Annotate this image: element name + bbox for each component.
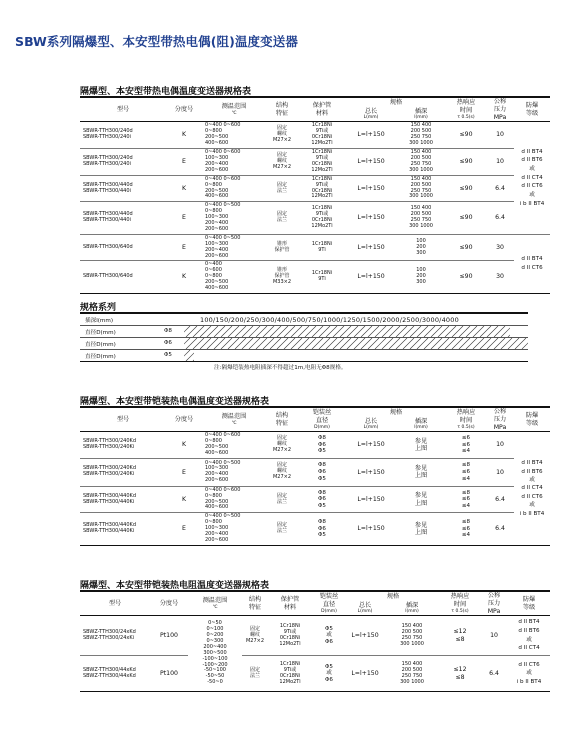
model-cell: SBWR-TTH300/440d SBWR-TTH300/440i [80, 175, 166, 202]
total-cell: L=l+150 [346, 458, 396, 486]
pressure-cell: 6.4 [486, 513, 514, 545]
col-graduation: 分度号 [166, 97, 202, 122]
insert-cell: 参见 上图 [396, 432, 446, 459]
col-struct: 结构 特征 [266, 97, 298, 122]
col-response: 热响应 时间 τ 0.5(s) [446, 407, 486, 432]
model-cell: SBWR-TTH300/440Kd SBWR-TTH300/440Ki [80, 513, 166, 545]
tube-cell: 1Cr18Ni 9Ti或 0Cr18Ni 12Mo2Ti [298, 148, 346, 175]
table-row [80, 261, 550, 293]
col-total: 总长 L(mm) [346, 417, 396, 431]
model-cell: SBWZ-TTH300/24xKd SBWZ-TTH300/24xKi [80, 616, 150, 656]
struct-cell: 固定 螺纹 M27×2 [242, 616, 268, 656]
response-cell: ≤8 ≤6 ≤4 [446, 486, 486, 513]
table-row [80, 122, 550, 149]
section2-table [80, 406, 550, 546]
insert-cell: 150 400 200 500 250 750 300 1000 [396, 148, 446, 175]
graduation-cell: K [166, 261, 202, 293]
response-cell: ≤8 ≤6 ≤4 [446, 513, 486, 545]
model-cell: SBWR-TTH300/440d SBWR-TTH300/440i [80, 202, 166, 234]
pressure-cell: 10 [486, 458, 514, 486]
explosion-grade-cell: d II BT4 d II CT6 [514, 234, 550, 293]
insert-cell: 参见 上图 [396, 513, 446, 545]
pressure-cell: 6.4 [486, 202, 514, 234]
section2-title: 隔爆型、本安型带铠装热电偶温度变送器规格表 [80, 397, 270, 407]
response-cell: ≤90 [446, 148, 486, 175]
insert-cell: 参见 上图 [396, 486, 446, 513]
table-row [80, 234, 550, 261]
total-cell: L=l+150 [346, 513, 396, 545]
insert-cell: 150 400 200 500 250 750 300 1000 [396, 122, 446, 149]
hatch-pattern [184, 338, 528, 349]
series-row [80, 326, 528, 338]
model-cell: SBWR-TTH300/240Kd SBWR-TTH300/240Ki [80, 432, 166, 459]
total-cell: L=l+150 [346, 234, 396, 261]
struct-cell: 锥形 保护管 M33×2 [266, 261, 298, 293]
col-model: 型号 [80, 407, 166, 432]
hatch-pattern [184, 326, 510, 337]
col-spec: 规格 [346, 407, 446, 417]
tube-cell: 1Cr18Ni 9Ti或 0Cr18Ni 12Mo2Ti [298, 202, 346, 234]
model-cell: SBWR-TTH300/640d [80, 261, 166, 293]
tube-cell: 1Cr18Ni 9Ti或 0Cr18Ni 12Mo2Ti [298, 122, 346, 149]
graduation-cell: E [166, 458, 202, 486]
series-row [80, 338, 528, 350]
series-row-label: 直径D(mm) [85, 330, 116, 336]
pressure-cell: 10 [480, 616, 508, 656]
struct-cell: 固定 法兰 [266, 175, 298, 202]
pressure-cell: 10 [486, 148, 514, 175]
pressure-cell: 10 [486, 122, 514, 149]
series-row-label: 直径D(mm) [85, 354, 116, 360]
explosion-grade-cell: d II BT4 d II BT6 或 d II CT4 d II CT6 或 i b II BT4 [514, 432, 550, 546]
col-tube: 保护管 材料 [298, 97, 346, 122]
struct-cell: 固定 法兰 [242, 656, 268, 692]
series-row-value: Φ5 [164, 352, 172, 358]
model-cell: SBWZ-TTH300/44xKd SBWZ-TTH300/44xKd [80, 656, 150, 692]
col-range: 测温范围 ℃ [202, 407, 266, 432]
total-cell: L=l+150 [346, 122, 396, 149]
pressure-cell: 6.4 [486, 175, 514, 202]
range-cell: 0~400 0~600 0~800 200~500 400~600 [202, 261, 266, 293]
response-cell: ≤12 ≤8 [440, 656, 480, 692]
pressure-cell: 10 [486, 432, 514, 459]
armor-cell: Φ8 Φ6 Φ5 [298, 486, 346, 513]
range-cell: 0~400 0~600 0~800 200~500 400~600 [202, 486, 266, 513]
col-pressure: 公称 压力 MPa [486, 97, 514, 122]
table-row [80, 513, 550, 545]
table-row [80, 458, 550, 486]
graduation-cell: K [166, 432, 202, 459]
model-cell: SBWR-TTH300/240d SBWR-TTH300/240i [80, 148, 166, 175]
total-cell: L=l+150 [346, 148, 396, 175]
col-response: 热响应 时间 τ 0.5(s) [440, 591, 480, 616]
struct-cell: 固定 螺纹 M27×2 [266, 148, 298, 175]
section1-title: 隔爆型、本安型带热电偶温度变送器规格表 [80, 87, 252, 97]
col-tube: 保护管 材料 [268, 591, 312, 616]
insert-cell: 100 200 300 [396, 261, 446, 293]
model-cell: SBWR-TTH300/240Kd SBWR-TTH300/240Ki [80, 458, 166, 486]
pressure-cell: 6.4 [486, 486, 514, 513]
section3-title: 隔爆型、本安型带铠装热电阻温度变送器规格表 [80, 581, 270, 591]
table-row [80, 616, 550, 656]
struct-cell: 固定 螺纹 M27×2 [266, 122, 298, 149]
insert-cell: 150 400 200 500 250 750 300 1000 [396, 175, 446, 202]
col-range: 测温范围 ℃ [202, 97, 266, 122]
pressure-cell: 30 [486, 261, 514, 293]
insert-cell: 参见 上图 [396, 458, 446, 486]
table-row [80, 148, 550, 175]
tube-cell: 1Cr18Ni 9Ti或 0Cr18Ni 12Mo2Ti [268, 616, 312, 656]
graduation-cell: K [166, 122, 202, 149]
range-cell: 0~400 0~600 0~800 200~500 400~600 [202, 175, 266, 202]
graduation-cell: Pt100 [150, 616, 188, 656]
col-armor: 铠装丝 直径 D(mm) [312, 591, 346, 616]
graduation-cell: K [166, 175, 202, 202]
table-row [80, 486, 550, 513]
response-cell: ≤90 [446, 234, 486, 261]
response-cell: ≤90 [446, 122, 486, 149]
model-cell: SBWR-TTH300/240d SBWR-TTH300/240i [80, 122, 166, 149]
series-row-value: Φ8 [164, 328, 172, 334]
col-explosion: 防爆 等级 [514, 407, 550, 432]
section1-body [80, 122, 550, 294]
armor-cell: Φ5 或 Φ6 [312, 656, 346, 692]
pressure-cell: 30 [486, 234, 514, 261]
armor-cell: Φ8 Φ6 Φ5 [298, 458, 346, 486]
graduation-cell: E [166, 513, 202, 545]
insert-cell: 150 400 200 500 250 750 300 1000 [396, 202, 446, 234]
armor-cell: Φ5 或 Φ6 [312, 616, 346, 656]
response-cell: ≤90 [446, 202, 486, 234]
struct-cell: 固定 螺纹 M27×2 [266, 432, 298, 459]
total-cell: L=l+150 [346, 616, 384, 656]
series-insert-label: 插深l(mm) [85, 318, 114, 324]
series-row-label: 直径D(mm) [85, 342, 116, 348]
range-cell: 0~400 0~600 100~300 200~400 200~600 [202, 148, 266, 175]
series-row [80, 350, 528, 362]
col-pressure: 公称 压力 MPa [480, 591, 508, 616]
struct-cell: 锥形 保护管 [266, 234, 298, 261]
armor-cell: Φ8 Φ6 Φ5 [298, 513, 346, 545]
table-row [80, 175, 550, 202]
range-cell: 0~50 0~100 0~200 0~300 200~400 300~500 -100~100 -100~200 -50~100 -50~50 -50~0 [188, 616, 242, 692]
struct-cell: 固定 法兰 [266, 486, 298, 513]
response-cell: ≤8 ≤6 ≤4 [446, 458, 486, 486]
col-range: 测温范围 ℃ [188, 591, 242, 616]
col-struct: 结构 特征 [242, 591, 268, 616]
table-row [80, 432, 550, 459]
response-cell: ≤12 ≤8 [440, 616, 480, 656]
series-note: 注:隔爆铠装热电阻插深不得超过1m,电阻无Φ8规格。 [214, 365, 347, 371]
tube-cell: 1Cr18Ni 9Ti [298, 261, 346, 293]
total-cell: L=l+150 [346, 432, 396, 459]
insert-cell: 100 200 300 [396, 234, 446, 261]
struct-cell: 固定 法兰 [266, 202, 298, 234]
struct-cell: 固定 法兰 [266, 513, 298, 545]
hatch-pattern [184, 350, 194, 361]
page-title: SBW系列隔爆型、本安型带热电偶(阻)温度变送器 [15, 34, 298, 49]
range-cell: 0~400 0~600 0~800 200~500 400~600 [202, 432, 266, 459]
series-title: 规格系列 [80, 303, 117, 313]
section2-body [80, 432, 550, 546]
col-struct: 结构 特征 [266, 407, 298, 432]
col-insert: 插深 l(mm) [396, 107, 446, 121]
response-cell: ≤6 ≤6 ≤4 [446, 432, 486, 459]
armor-cell: Φ8 Φ6 Φ5 [298, 432, 346, 459]
response-cell: ≤90 [446, 175, 486, 202]
col-total: 总长 L(mm) [346, 601, 384, 615]
col-explosion: 防爆 等级 [508, 591, 550, 616]
col-pressure: 公称 压力 MPa [486, 407, 514, 432]
range-cell: 0~400 0~500 100~300 200~400 200~600 [202, 234, 266, 261]
tube-cell: 1Cr18Ni 9Ti或 0Cr18Ni 12Mo2Ti [268, 656, 312, 692]
section3-body [80, 616, 550, 692]
pressure-cell: 6.4 [480, 656, 508, 692]
explosion-grade-cell: d II BT4 d II BT6 或 d II CT4 [508, 616, 550, 656]
total-cell: L=l+150 [346, 261, 396, 293]
total-cell: L=l+150 [346, 202, 396, 234]
section3-table [80, 590, 550, 692]
range-cell: 0~400 0~600 0~800 200~500 400~600 [202, 122, 266, 149]
insert-cell: 150 400 200 500 250 750 300 1000 [384, 656, 440, 692]
total-cell: L=l+150 [346, 486, 396, 513]
col-armor: 铠装丝 直径 D(mm) [298, 407, 346, 432]
col-insert: 插深 l(mm) [396, 417, 446, 431]
table-row [80, 656, 550, 692]
series-lengths: 100/150/200/250/300/400/500/750/1000/1250/1500/2000/2500/3000/4000 [200, 316, 459, 324]
col-response: 热响应 时间 τ 0.5(s) [446, 97, 486, 122]
tube-cell: 1Cr18Ni 9Ti [298, 234, 346, 261]
range-cell: 0~400 0~500 0~800 100~300 200~400 200~600 [202, 513, 266, 545]
col-total: 总长 L(mm) [346, 107, 396, 121]
response-cell: ≤90 [446, 261, 486, 293]
graduation-cell: K [166, 486, 202, 513]
col-model: 型号 [80, 591, 150, 616]
model-cell: SBWR-TTH300/640d [80, 234, 166, 261]
graduation-cell: E [166, 202, 202, 234]
range-cell: 0~400 0~500 0~800 100~300 200~400 200~600 [202, 202, 266, 234]
explosion-grade-cell: d II BT4 d II BT6 或 d II CT4 d II CT6 或 i b II BT4 [514, 122, 550, 235]
tube-cell: 1Cr18Ni 9Ti或 0Cr18Ni 12Mo2Ti [298, 175, 346, 202]
col-model: 型号 [80, 97, 166, 122]
model-cell: SBWR-TTH300/440Kd SBWR-TTH300/440Ki [80, 486, 166, 513]
col-explosion: 防爆 等级 [514, 97, 550, 122]
insert-cell: 150 400 200 500 250 750 300 1000 [384, 616, 440, 656]
graduation-cell: E [166, 148, 202, 175]
series-table [80, 312, 528, 362]
total-cell: L=l+150 [346, 656, 384, 692]
range-cell: 0~400 0~500 100~300 200~400 200~600 [202, 458, 266, 486]
col-insert: 插深 l(mm) [384, 601, 440, 615]
col-graduation: 分度号 [150, 591, 188, 616]
series-row-value: Φ6 [164, 340, 172, 346]
series-insert-row [80, 312, 528, 326]
graduation-cell: E [166, 234, 202, 261]
struct-cell: 固定 螺纹 M27×2 [266, 458, 298, 486]
section1-table [80, 96, 550, 294]
graduation-cell: Pt100 [150, 656, 188, 692]
col-spec: 规格 [346, 97, 446, 107]
explosion-grade-cell: d II CT6 或 i b II BT4 [508, 656, 550, 692]
col-spec: 规格 [346, 591, 440, 601]
table-row [80, 202, 550, 234]
col-graduation: 分度号 [166, 407, 202, 432]
total-cell: L=l+150 [346, 175, 396, 202]
